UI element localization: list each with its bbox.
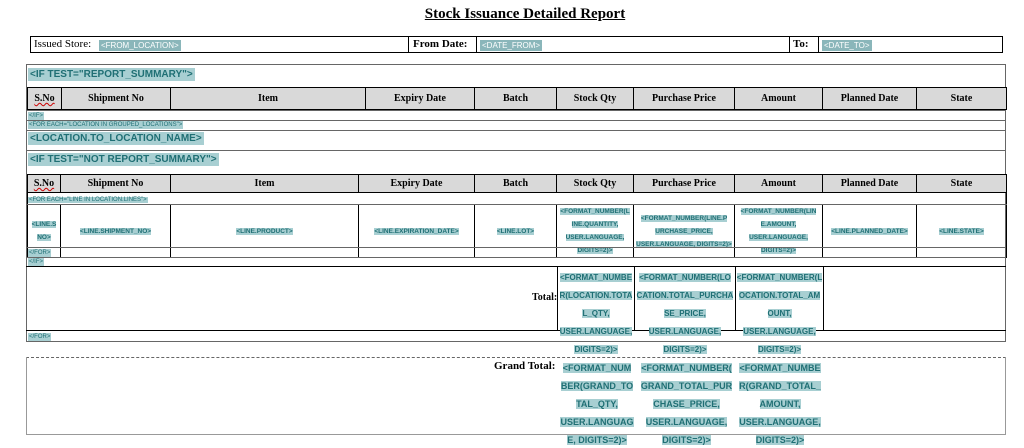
cell-line-sno: <LINE.S NO> [28,205,61,258]
col-purchase-price: Purchase Price [634,88,735,110]
cell-line-shipment: <LINE.SHIPMENT_NO> [61,205,171,258]
if-not-summary-tag: <IF TEST="NOT REPORT_SUMMARY"> [30,154,217,165]
grand-total-box [26,357,1006,445]
report-title: Stock Issuance Detailed Report [424,6,626,22]
detail-table [27,174,1007,258]
detail-col-planned-date: Planned Date [823,175,917,193]
end-if-tag-2: </IF> [29,259,44,265]
date-to-field: <DATE_TO> [824,41,870,50]
col-planned-date: Planned Date [823,88,917,110]
location-name-tag: <LOCATION.TO_LOCATION_NAME> [30,133,202,144]
detail-col-sno: S.No [28,175,61,193]
summary-table [27,87,1007,110]
cell-line-lot: <LINE.LOT> [475,205,557,258]
col-expiry-date: Expiry Date [366,88,475,110]
col-state: State [917,88,1007,110]
date-from-field: <DATE_FROM> [482,41,541,50]
total-row [26,266,1006,354]
end-if-tag: </IF> [29,113,44,119]
cell-line-amount: <FORMAT_NUMBER(LIN E.AMOUNT, USER.LANGUAGE, DIGITS=2)> [735,205,823,258]
cell-line-qty: <FORMAT_NUMBER(L INE.QUANTITY, USER.LANGUAGE, DIGITS=2)> [557,205,634,258]
to-label: To: [793,38,809,50]
if-summary-tag: <IF TEST="REPORT_SUMMARY"> [30,69,193,80]
end-for-tag: </FOR> [29,250,51,256]
for-each-line-tag: <FOR EACH="LINE IN LOCATION.LINES"> [29,197,147,203]
detail-col-batch: Batch [475,175,557,193]
issued-store-label: Issued Store: [34,38,92,50]
end-for-tag-2: </FOR> [29,334,51,340]
col-stock-qty: Stock Qty [557,88,634,110]
grand-total-amount-cell: <FORMAT_NUMBE R(GRAND_TOTAL_ AMOUNT, USER.LANGUAGE, DIGITS=2)> [739,363,821,445]
total-amount-cell: <FORMAT_NUMBER(L OCATION.TOTAL_AM OUNT, USER.LANGUAGE, DIGITS=2)> [736,266,824,331]
line-row [28,205,1007,258]
col-batch: Batch [475,88,557,110]
grand-total-label: Grand Total: [494,360,556,372]
col-shipment-no: Shipment No [62,88,171,110]
cell-line-price: <FORMAT_NUMBER(LINE.P URCHASE_PRICE, USER.LANGUAGE, DIGITS=2)> [634,205,735,258]
grand-total-qty-cell: <FORMAT_NUM BER(GRAND_TO TAL_QTY, USER.LANGUAG E, DIGITS=2)> [560,363,634,445]
col-sno: S.No [28,88,62,110]
cell-line-planned-date: <LINE.PLANNED_DATE> [823,205,917,258]
from-location-field: <FROM_LOCATION> [101,41,179,50]
cell-line-product: <LINE.PRODUCT> [171,205,359,258]
from-date-label: From Date: [413,38,468,50]
detail-col-stock-qty: Stock Qty [557,175,634,193]
grand-total-price-cell: <FORMAT_NUMBER( GRAND_TOTAL_PUR CHASE_PRICE, USER.LANGUAGE, DIGITS=2)> [640,363,733,445]
total-qty-cell: <FORMAT_NUMBE R(LOCATION.TOTA L_QTY, USER.LANGUAGE, DIGITS=2)> [557,266,635,331]
cell-line-state: <LINE.STATE> [917,205,1007,258]
detail-col-item: Item [171,175,359,193]
report-header-row [30,36,1003,53]
detail-col-amount: Amount [735,175,823,193]
col-amount: Amount [735,88,823,110]
detail-col-shipment-no: Shipment No [61,175,171,193]
for-each-location-tag: <FOR EACH="LOCATION IN GROUPED_LOCATIONS"> [29,122,183,128]
detail-col-state: State [917,175,1007,193]
col-item: Item [171,88,366,110]
total-label: Total: [532,292,558,303]
detail-col-purchase-price: Purchase Price [634,175,735,193]
detail-col-expiry-date: Expiry Date [359,175,475,193]
cell-line-expiry: <LINE.EXPIRATION_DATE> [359,205,475,258]
total-price-cell: <FORMAT_NUMBER(LO CATION.TOTAL_PURCHA SE_PRICE, USER.LANGUAGE, DIGITS=2)> [635,266,736,331]
